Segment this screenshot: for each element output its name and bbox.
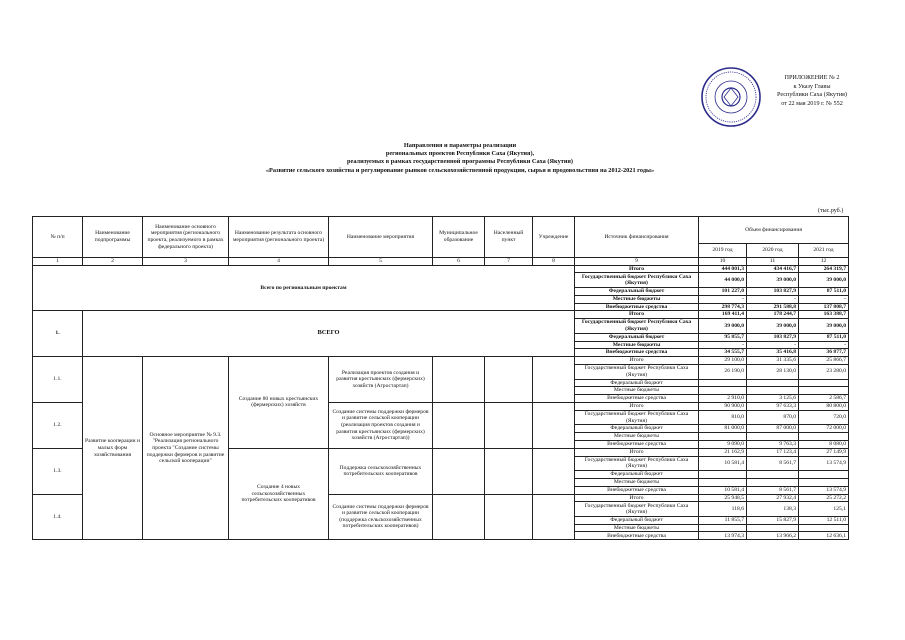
appendix-line: от 22 мая 2019 г. № 552	[781, 99, 843, 107]
header-main-event: Наименование основного мероприятия (регионального проекта, реализуемого в рамках федерального проекта)	[143, 217, 229, 258]
all-projects-label: Всего по региональным проектам	[33, 265, 575, 311]
value-cell	[747, 433, 799, 441]
source-local: Местные бюджеты	[575, 478, 699, 486]
header-institution: Учреждение	[533, 217, 575, 258]
row-number: 1.3.	[33, 448, 83, 494]
value-cell: -	[699, 295, 747, 303]
value-cell	[747, 524, 799, 532]
row-number: 1.4.	[33, 494, 83, 540]
value-cell	[699, 387, 747, 395]
value-cell: 138,3	[747, 502, 799, 517]
value-cell: 25 272,2	[799, 494, 849, 502]
value-cell: 9 090,0	[699, 440, 747, 448]
source-offbudget: Внебюджетные средства	[575, 349, 699, 357]
value-cell: 720,0	[799, 410, 849, 425]
value-cell: 39 000,0	[747, 319, 799, 334]
event-name: Создание системы поддержки фермеров и развитие сельской кооперации (поддержка сельскохозяйственных потребительских кооперативов)	[329, 494, 433, 540]
value-cell: 12 636,1	[799, 532, 849, 540]
value-cell: 28 130,0	[747, 364, 799, 379]
source-offbudget: Внебюджетные средства	[575, 532, 699, 540]
col-number: 7	[485, 258, 533, 266]
value-cell: 178 244,7	[747, 311, 799, 319]
value-cell	[747, 471, 799, 479]
subprogram-name: Развитие кооперации и малых форм хозяйствования	[83, 357, 143, 540]
value-cell	[699, 478, 747, 486]
value-cell: 81 000,0	[699, 425, 747, 433]
col-number: 8	[533, 258, 575, 266]
source-federal: Федеральный бюджет	[575, 516, 699, 524]
value-cell: 44 000,0	[699, 273, 747, 288]
appendix-line: Республики Саха (Якутия)	[777, 91, 847, 99]
header-volume: Объем финансирования	[699, 217, 849, 244]
value-cell: 9 763,3	[747, 440, 799, 448]
value-cell: 35 416,8	[747, 349, 799, 357]
value-cell: 870,0	[747, 410, 799, 425]
value-cell: 13 574,9	[799, 486, 849, 494]
value-cell: 169 411,4	[699, 311, 747, 319]
source-federal: Федеральный бюджет	[575, 287, 699, 295]
appendix-line: к Указу Главы	[793, 82, 831, 90]
value-cell	[799, 379, 849, 387]
value-cell: 87 511,0	[799, 287, 849, 295]
value-cell	[799, 433, 849, 441]
value-cell: 8 561,7	[747, 456, 799, 471]
source-total: Итого	[575, 265, 699, 273]
source-total: Итого	[575, 311, 699, 319]
value-cell: 25 948,5	[699, 494, 747, 502]
header-municipality: Муниципальное образование	[433, 217, 485, 258]
col-number: 1	[33, 258, 83, 266]
source-offbudget: Внебюджетные средства	[575, 303, 699, 311]
value-cell: 2 586,7	[799, 395, 849, 403]
value-cell: 125,1	[799, 502, 849, 517]
document-title	[150, 142, 770, 175]
source-offbudget: Внебюджетные средства	[575, 440, 699, 448]
value-cell: 87 000,0	[747, 425, 799, 433]
source-total: Итого	[575, 357, 699, 365]
source-state: Государственный бюджет Республики Саха (Якутия)	[575, 364, 699, 379]
municipality-cell	[433, 494, 485, 540]
value-cell	[699, 433, 747, 441]
value-cell	[699, 379, 747, 387]
value-cell	[747, 387, 799, 395]
settlement-cell	[485, 494, 533, 540]
value-cell: 444 001,3	[699, 265, 747, 273]
value-cell	[799, 387, 849, 395]
header-source: Источник финансирования	[575, 217, 699, 258]
value-cell: 17 123,4	[747, 448, 799, 456]
value-cell: 12 511,0	[799, 516, 849, 524]
main-event-name: Основное мероприятие № 9.3. "Реализация регионального проекта "Создание системы поддержки фермеров и развитие сельской кооперации"	[143, 357, 229, 540]
value-cell: 13 966,2	[747, 532, 799, 540]
title-line: «Развитие сельского хозяйства и регулирование рынков сельскохозяйственной продукции, сырья и продовольствия на 2012-2021 годы»	[265, 166, 655, 174]
value-cell: 137 808,7	[799, 303, 849, 311]
units-label: (тыс.руб.)	[818, 208, 844, 214]
source-offbudget: Внебюджетные средства	[575, 486, 699, 494]
value-cell	[799, 471, 849, 479]
value-cell: 8 561,7	[747, 486, 799, 494]
value-cell: 39 000,0	[799, 273, 849, 288]
value-cell: 97 633,3	[747, 402, 799, 410]
municipality-cell	[433, 402, 485, 448]
col-number: 9	[575, 258, 699, 266]
value-cell: 39 000,0	[799, 319, 849, 334]
value-cell	[747, 379, 799, 387]
value-cell: 90 900,0	[699, 402, 747, 410]
title-line: региональных проектов Республики Саха (Якутия),	[385, 150, 535, 158]
source-local: Местные бюджеты	[575, 295, 699, 303]
value-cell: 3 125,6	[747, 395, 799, 403]
source-federal: Федеральный бюджет	[575, 379, 699, 387]
appendix-heading	[742, 74, 882, 108]
header-year-2021: 2021 год	[799, 244, 849, 258]
section-number: 1.	[33, 311, 83, 357]
value-cell: 298 774,3	[699, 303, 747, 311]
value-cell	[799, 524, 849, 532]
appendix-line: ПРИЛОЖЕНИЕ № 2	[784, 74, 840, 81]
section-label: ВСЕГО	[83, 311, 575, 357]
value-cell: 291 588,8	[747, 303, 799, 311]
source-local: Местные бюджеты	[575, 433, 699, 441]
col-number: 6	[433, 258, 485, 266]
settlement-cell	[485, 402, 533, 448]
header-year-2019: 2019 год	[699, 244, 747, 258]
source-offbudget: Внебюджетные средства	[575, 395, 699, 403]
value-cell	[799, 478, 849, 486]
institution-cell	[533, 494, 575, 540]
title-line: реализуемых в рамках государственной программы Республики Саха (Якутия)	[347, 158, 573, 166]
value-cell: 10 581,4	[699, 456, 747, 471]
result-name: Создание 80 новых крестьянских (фермерских) хозяйств	[229, 357, 329, 449]
source-state: Государственный бюджет Республики Саха (Якутия)	[575, 319, 699, 334]
value-cell: 25 866,7	[799, 357, 849, 365]
value-cell: 11 855,7	[699, 516, 747, 524]
source-total: Итого	[575, 402, 699, 410]
col-number: 3	[143, 258, 229, 266]
value-cell: 15 827,9	[747, 516, 799, 524]
value-cell: 29 100,0	[699, 357, 747, 365]
source-total: Итого	[575, 494, 699, 502]
source-local: Местные бюджеты	[575, 387, 699, 395]
value-cell: -	[799, 341, 849, 349]
value-cell: -	[699, 341, 747, 349]
event-name: Создание системы поддержки фермеров и развитие сельской кооперации (реализация проектов создания и развития крестьянских (фермерских) хозяйств (Агростартап))	[329, 402, 433, 448]
source-state: Государственный бюджет Республики Саха (Якутия)	[575, 502, 699, 517]
row-number: 1.1.	[33, 357, 83, 403]
value-cell: 72 000,0	[799, 425, 849, 433]
row-number: 1.2.	[33, 402, 83, 448]
header-num: № п/п	[33, 217, 83, 258]
value-cell: 8 080,0	[799, 440, 849, 448]
header-settlement: Населенный пункт	[485, 217, 533, 258]
value-cell: 264 319,7	[799, 265, 849, 273]
value-cell: 87 511,0	[799, 333, 849, 341]
value-cell: 163 388,7	[799, 311, 849, 319]
value-cell: 23 280,0	[799, 364, 849, 379]
value-cell: 101 227,0	[699, 287, 747, 295]
institution-cell	[533, 357, 575, 403]
value-cell: 27 149,9	[799, 448, 849, 456]
event-name: Реализация проектов создания и развития крестьянских (фермерских) хозяйств (Агростартап)	[329, 357, 433, 403]
event-name: Поддержка сельскохозяйственных потребительских кооперативов	[329, 448, 433, 494]
value-cell: 27 932,4	[747, 494, 799, 502]
col-number: 11	[747, 258, 799, 266]
settlement-cell	[485, 448, 533, 494]
col-number: 4	[229, 258, 329, 266]
col-number: 12	[799, 258, 849, 266]
value-cell: 13 974,3	[699, 532, 747, 540]
source-state: Государственный бюджет Республики Саха (Якутия)	[575, 456, 699, 471]
col-number: 10	[699, 258, 747, 266]
value-cell	[699, 471, 747, 479]
result-name: Создание 4 новых сельскохозяйственных потребительских кооперативов	[229, 448, 329, 540]
source-state: Государственный бюджет Республики Саха (Якутия)	[575, 273, 699, 288]
value-cell: 95 855,7	[699, 333, 747, 341]
header-result: Наименование результата основного мероприятия (регионального проекта)	[229, 217, 329, 258]
value-cell: 36 877,7	[799, 349, 849, 357]
value-cell: 39 000,0	[699, 319, 747, 334]
value-cell: 26 190,0	[699, 364, 747, 379]
value-cell: 31 335,6	[747, 357, 799, 365]
value-cell: 39 000,0	[747, 273, 799, 288]
source-state: Государственный бюджет Республики Саха (Якутия)	[575, 410, 699, 425]
financing-table	[32, 216, 849, 540]
col-number: 5	[329, 258, 433, 266]
value-cell: 2 910,0	[699, 395, 747, 403]
title-line: Направления и параметры реализации	[403, 142, 517, 149]
header-year-2020: 2020 год	[747, 244, 799, 258]
value-cell: 13 574,9	[799, 456, 849, 471]
value-cell: 10 581,4	[699, 486, 747, 494]
municipality-cell	[433, 448, 485, 494]
value-cell	[747, 478, 799, 486]
header-event: Наименование мероприятия	[329, 217, 433, 258]
value-cell: 34 555,7	[699, 349, 747, 357]
source-federal: Федеральный бюджет	[575, 425, 699, 433]
value-cell: 810,0	[699, 410, 747, 425]
value-cell: 118,6	[699, 502, 747, 517]
source-federal: Федеральный бюджет	[575, 471, 699, 479]
value-cell: -	[747, 295, 799, 303]
value-cell: 103 827,9	[747, 287, 799, 295]
settlement-cell	[485, 357, 533, 403]
value-cell: -	[799, 295, 849, 303]
institution-cell	[533, 402, 575, 448]
institution-cell	[533, 448, 575, 494]
value-cell: 21 162,9	[699, 448, 747, 456]
value-cell: 434 416,7	[747, 265, 799, 273]
value-cell: 80 800,0	[799, 402, 849, 410]
source-federal: Федеральный бюджет	[575, 333, 699, 341]
header-subprogram: Наименование подпрограммы	[83, 217, 143, 258]
source-total: Итого	[575, 448, 699, 456]
value-cell: -	[747, 341, 799, 349]
source-local: Местные бюджеты	[575, 524, 699, 532]
value-cell	[699, 524, 747, 532]
source-local: Местные бюджеты	[575, 341, 699, 349]
value-cell: 103 827,9	[747, 333, 799, 341]
municipality-cell	[433, 357, 485, 403]
col-number: 2	[83, 258, 143, 266]
